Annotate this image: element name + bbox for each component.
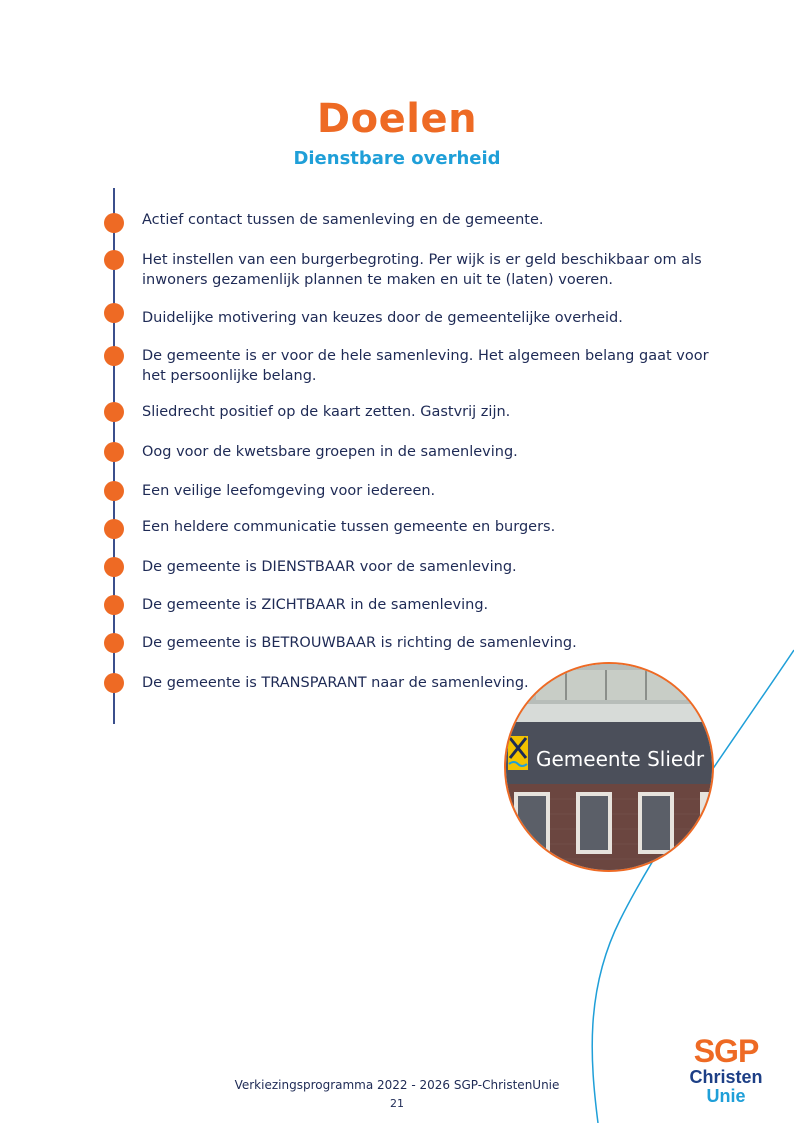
town-hall-illustration <box>506 664 714 872</box>
goal-text: Actief contact tussen de samenleving en de gemeente. <box>142 212 544 228</box>
bullet-dot <box>104 346 124 366</box>
bullet-dot <box>104 673 124 693</box>
goal-text: Het instellen van een burgerbegroting. Per wijk is er geld beschikbaar om als inwoners gezamenlijk plannen te maken en uit te (laten) voeren. <box>142 252 702 288</box>
goal-text: De gemeente is TRANSPARANT naar de samenleving. <box>142 675 529 691</box>
logo-christen: Christen <box>689 1067 763 1087</box>
sgp-christenunie-logo <box>676 1034 776 1106</box>
bullet-dot <box>104 303 124 323</box>
bullet-dot <box>104 213 124 233</box>
goal-text: De gemeente is er voor de hele samenleving. Het algemeen belang gaat voor het persoonlijke belang. <box>142 348 709 384</box>
bullet-dot <box>104 402 124 422</box>
logo-sgp: SGP <box>693 1033 759 1069</box>
goal-text: De gemeente is BETROUWBAAR is richting de samenleving. <box>142 635 577 651</box>
bullet-dot <box>104 595 124 615</box>
page-title: Doelen <box>316 96 478 142</box>
goal-text: Oog voor de kwetsbare groepen in de samenleving. <box>142 444 518 460</box>
logo-unie: Unie <box>706 1086 746 1106</box>
sign-text: Gemeente Sliedr <box>536 747 705 771</box>
town-hall-photo <box>504 662 714 872</box>
municipality-crest-icon <box>508 736 528 770</box>
goal-text: Sliedrecht positief op de kaart zetten. Gastvrij zijn. <box>142 404 511 420</box>
goal-text: Een veilige leefomgeving voor iedereen. <box>142 483 436 499</box>
bullet-dot <box>104 442 124 462</box>
bullet-dot <box>104 557 124 577</box>
goal-text: De gemeente is ZICHTBAAR in de samenleving. <box>142 597 489 613</box>
bullet-dot <box>104 481 124 501</box>
goal-text: De gemeente is DIENSTBAAR voor de samenleving. <box>142 559 517 575</box>
bullet-dot <box>104 519 124 539</box>
page-footer: Verkiezingsprogramma 2022 - 2026 SGP-ChristenUnie <box>234 1078 560 1092</box>
bullet-dot <box>104 250 124 270</box>
page-subtitle: Dienstbare overheid <box>293 148 501 169</box>
goal-text: Een heldere communicatie tussen gemeente en burgers. <box>142 519 556 535</box>
bullet-dot <box>104 633 124 653</box>
page-number: 21 <box>390 1097 404 1110</box>
goal-text: Duidelijke motivering van keuzes door de gemeentelijke overheid. <box>142 310 623 326</box>
